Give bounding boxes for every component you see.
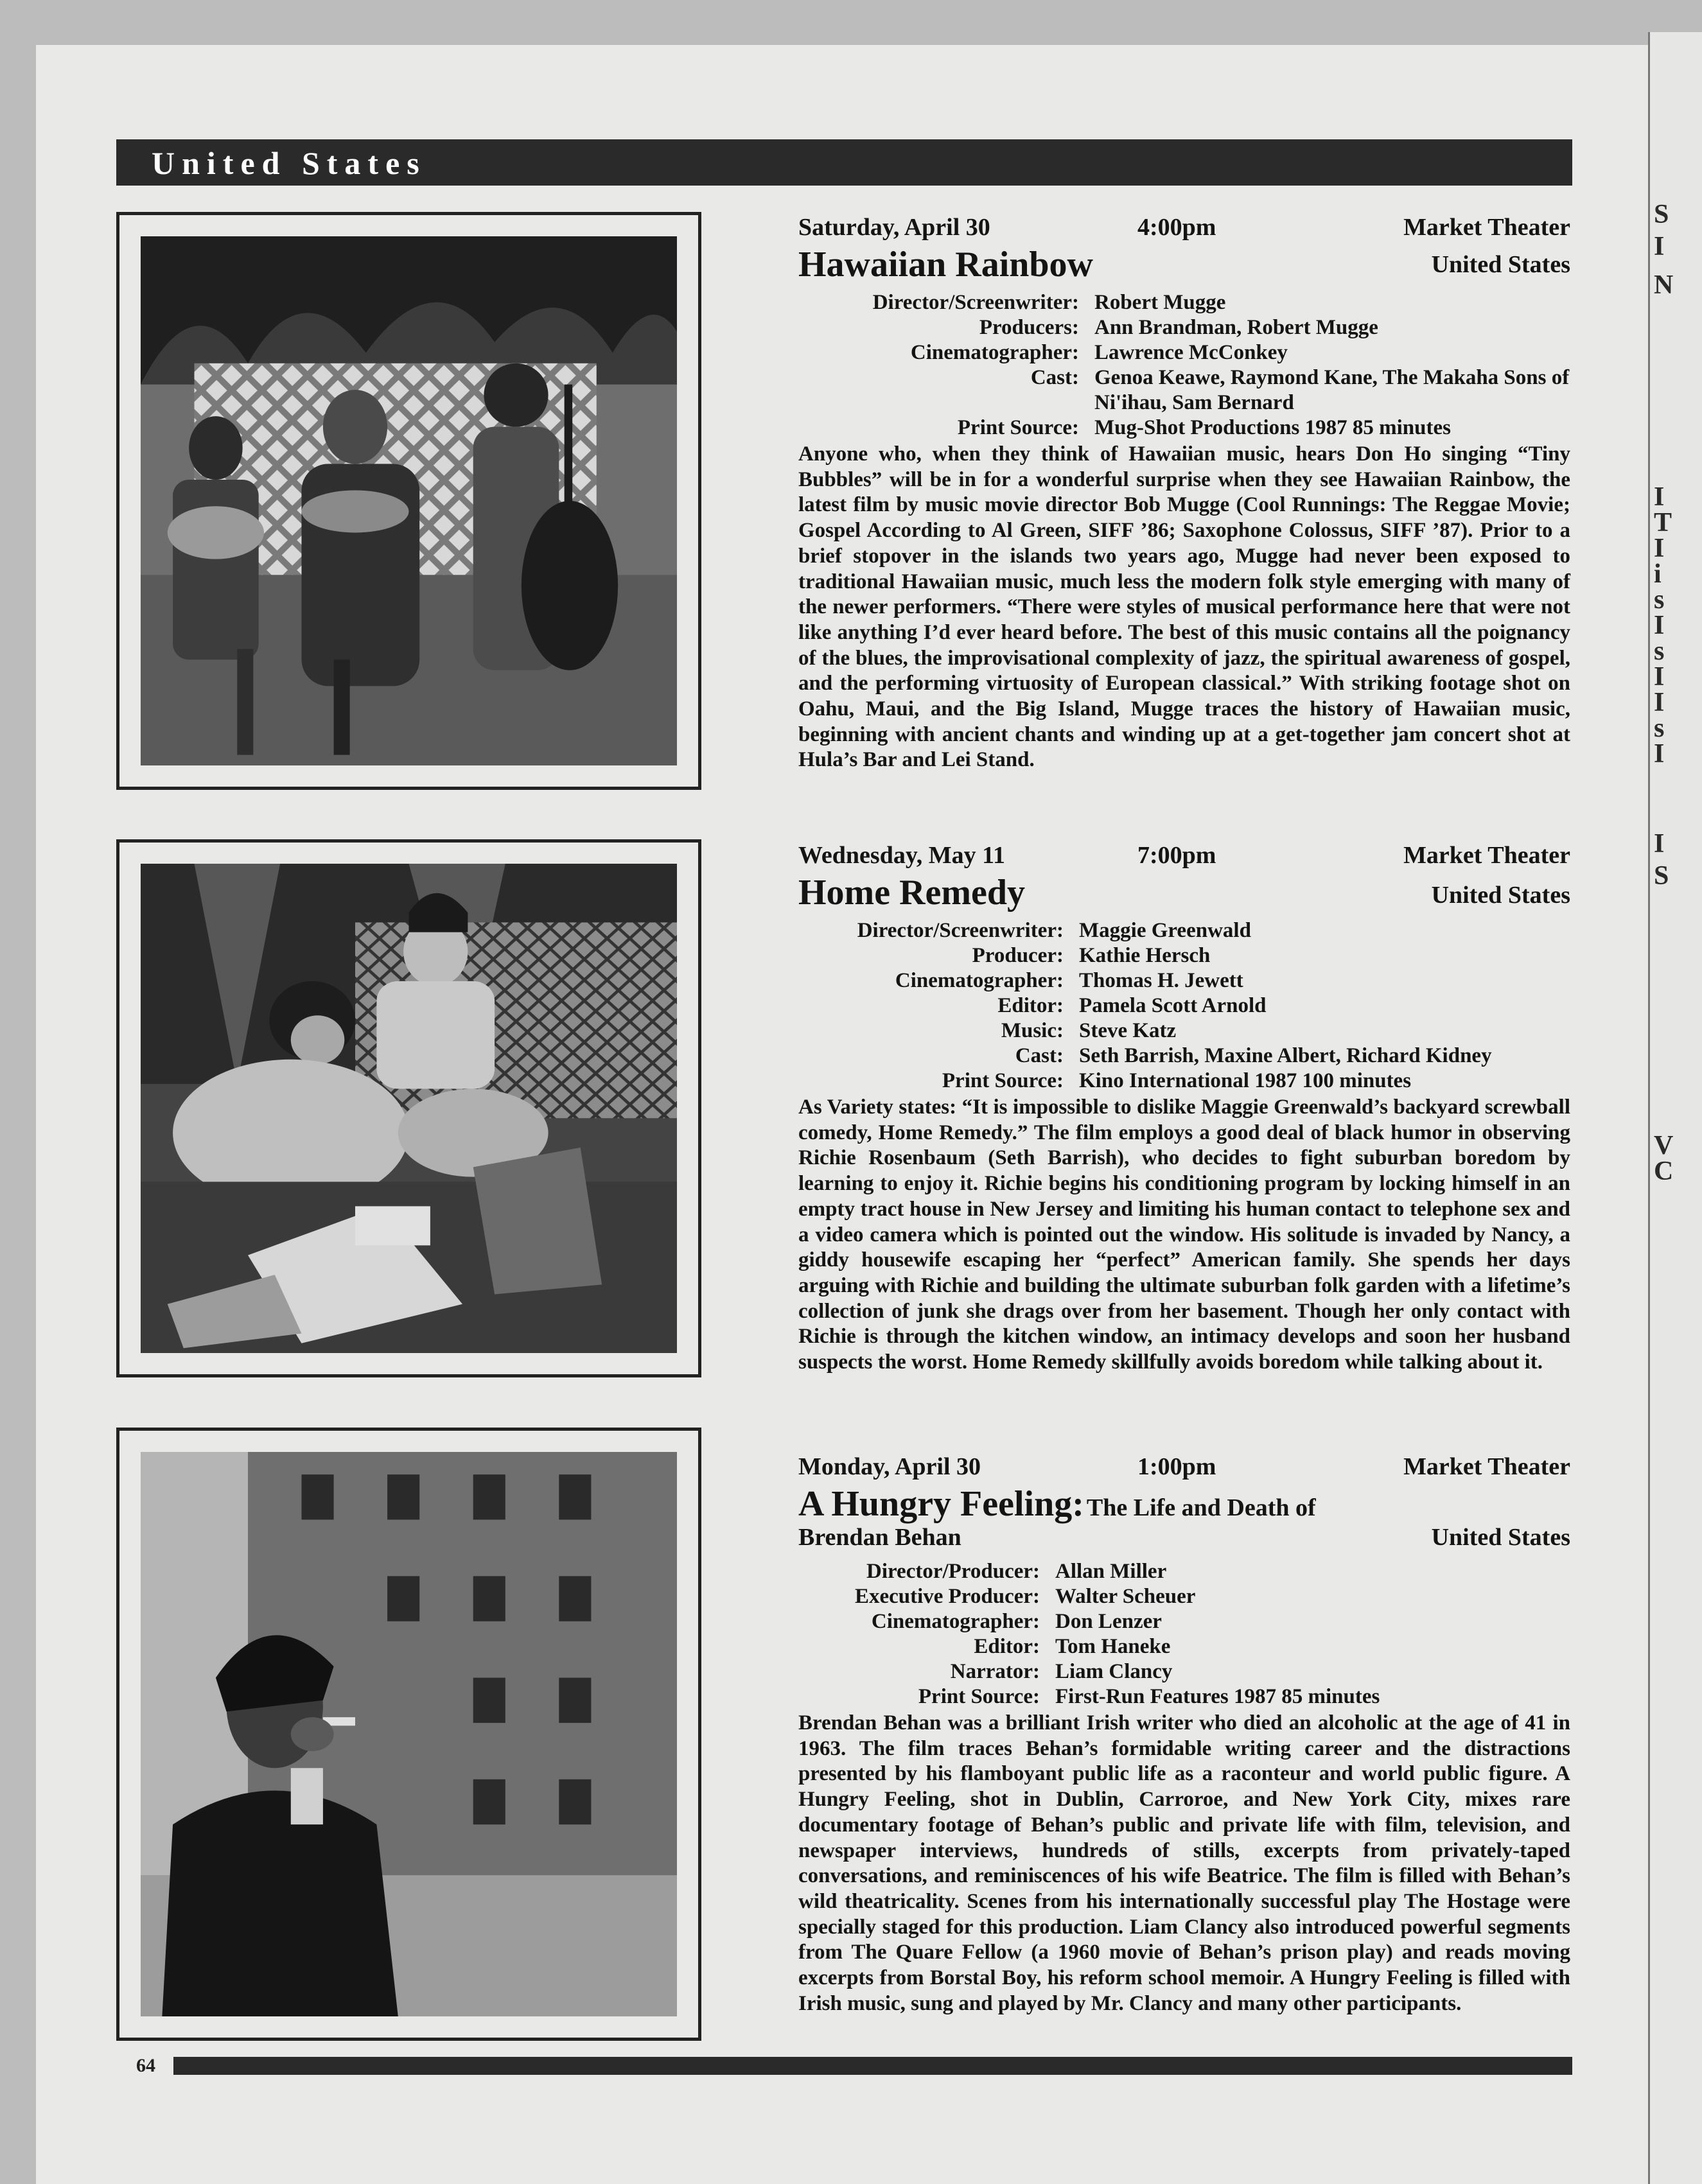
backyard-couple-photo-image (141, 864, 677, 1353)
credit-row: Cast: Genoa Keawe, Raymond Kane, The Makaha Sons of Ni'ihau, Sam Bernard (1030, 366, 1570, 414)
screening-date: Saturday, April 30 (798, 214, 990, 241)
credit-row: Producer: Kathie Hersch (972, 944, 1211, 967)
film-credits (798, 918, 1570, 1094)
credit-row: Cinematographer: Thomas H. Jewett (895, 969, 1243, 992)
footer-bar (173, 2057, 1572, 2075)
section-title: United States (152, 145, 426, 181)
screening-time: 1:00pm (1137, 1453, 1216, 1480)
film-title-row (798, 872, 1570, 916)
film-description: Brendan Behan was a brilliant Irish writer who died an alcoholic at the age of 41 in 1963. The film traces Behan’s formidable writing career and the distractions presented by his flamboyant public life as a raconteur and world public figure. A Hungry Feeling, shot in Dublin, Carroroe, and New York City, mixes rare documentary footage of Behan’s public and private life with film, television, and newspaper interviews, hundreds of stills, excerpts from privately-taped conversations, and reminiscences of his wife Beatrice. The film is filled with Behan’s wild theatricality. Scenes from his internationally successful play The Hostage were specially staged for this production. Liam Clancy also introduced powerful segments from The Quare Fellow (a 1960 movie of Behan’s prison play) and reads moving excerpts from Borstal Boy, his reform school memoir. A Hungry Feeling is filled with Irish music, sung and played by Mr. Clancy and many other participants. (798, 1711, 1570, 2015)
section-banner (116, 139, 1572, 186)
screening-venue: Market Theater (1403, 214, 1570, 241)
screening-info (798, 213, 1570, 244)
credit-row: Editor: Pamela Scott Arnold (997, 994, 1267, 1017)
film-entry (798, 213, 1570, 773)
credit-row: Print Source: Mug-Shot Productions 1987 85 minutes (957, 416, 1451, 439)
screening-time: 4:00pm (1137, 214, 1216, 241)
screening-venue: Market Theater (1403, 842, 1570, 869)
musicians-photo (141, 236, 677, 765)
film-title: Home Remedy (798, 873, 1026, 913)
page-number: 64 (136, 2055, 155, 2076)
film-title-row (798, 244, 1570, 288)
film-credits (798, 1559, 1570, 1709)
film-credits (798, 290, 1570, 441)
film-photo-frame (116, 839, 701, 1377)
credit-row: Narrator: Liam Clancy (950, 1660, 1173, 1683)
film-title: A Hungry Feeling: (798, 1484, 1084, 1524)
next-page-edge-text: S I N I T I i s I s I I s I I S V C (1654, 200, 1674, 1186)
backyard-couple-photo (141, 864, 677, 1353)
screening-date: Monday, April 30 (798, 1453, 981, 1480)
film-entry (798, 841, 1570, 1376)
credit-row: Executive Producer: Walter Scheuer (854, 1585, 1196, 1608)
screening-info (798, 1453, 1570, 1483)
screening-venue: Market Theater (1403, 1453, 1570, 1480)
man-smoking-photo-image (141, 1452, 677, 2016)
film-country: United States (1431, 1524, 1570, 1551)
film-entry (798, 1453, 1570, 2016)
credit-row: Cinematographer: Don Lenzer (871, 1610, 1162, 1633)
credit-row: Producers: Ann Brandman, Robert Mugge (979, 316, 1378, 339)
film-description: Anyone who, when they think of Hawaiian music, hears Don Ho singing “Tiny Bubbles” will be in for a wonderful surprise when they see Hawaiian Rainbow, the latest film by music movie director Bob Mugge (Cool Runnings: The Reggae Movie; Gospel According to Al Green, SIFF ’86; Saxophone Colossus, SIFF ’87). Prior to a brief stopover in the islands two years ago, Mugge had never been exposed to traditional Hawaiian music, much less the modern folk style emerging with many of the newer performers. “There were styles of musical performance here that were not like anything I’d ever heard before. The best of this music contains all the poignancy of the blues, the improvisational complexity of jazz, the spiritual awareness of gospel, and the performing virtuosity of European classical.” With striking footage shot on Oahu, Maui, and the Big Island, Mugge traces the history of Hawaiian music, beginning with ancient chants and winding up at a get-together jam concert shot at Hula’s Bar and Lei Stand. (798, 442, 1570, 772)
screening-info (798, 841, 1570, 872)
film-subtitle: The Life and Death of (1086, 1494, 1316, 1521)
credit-row: Editor: Tom Haneke (974, 1635, 1171, 1658)
film-country: United States (1431, 251, 1570, 278)
credit-row: Music: Steve Katz (1001, 1019, 1177, 1042)
credit-row: Print Source: Kino International 1987 100 minutes (942, 1069, 1412, 1092)
credit-row: Cast: Seth Barrish, Maxine Albert, Richard Kidney (1015, 1044, 1492, 1067)
credit-row: Director/Screenwriter: Robert Mugge (872, 291, 1226, 314)
screening-date: Wednesday, May 11 (798, 842, 1005, 869)
screening-time: 7:00pm (1137, 842, 1216, 869)
film-title-row (798, 1483, 1570, 1523)
film-title-row-2 (798, 1523, 1570, 1557)
film-title-continued: Brendan Behan (798, 1524, 961, 1551)
film-country: United States (1431, 882, 1570, 909)
film-photo-frame (116, 212, 701, 790)
credit-row: Director/Screenwriter: Maggie Greenwald (857, 919, 1251, 942)
man-smoking-photo (141, 1452, 677, 2016)
film-photo-frame (116, 1428, 701, 2041)
credit-row: Cinematographer: Lawrence McConkey (910, 341, 1288, 364)
credit-row: Director/Producer: Allan Miller (866, 1560, 1167, 1583)
film-title: Hawaiian Rainbow (798, 245, 1093, 284)
credit-row: Print Source: First-Run Features 1987 85 minutes (918, 1685, 1380, 1708)
musicians-photo-image (141, 236, 677, 765)
film-description: As Variety states: “It is impossible to dislike Maggie Greenwald’s backyard screwball comedy, Home Remedy.” The film employs a good deal of black humor in observing Richie Rosenbaum (Seth Barrish), who decides to fight suburban boredom by learning to enjoy it. Richie begins his conditioning program by locking himself in an empty tract house in New Jersey and limiting his human contact to telephone sex and a video camera which is pointed out the window. His solitude is invaded by Nancy, a giddy housewife escaping her “perfect” American family. She spends her days arguing with Richie and building the ultimate suburban folk garden with a lifetime’s collection of junk she drags over from her basement. Though her only contact with Richie is through the kitchen window, an intimacy develops and soon her husband suspects the worst. Home Remedy skillfully avoids boredom while talking about it. (798, 1096, 1570, 1374)
